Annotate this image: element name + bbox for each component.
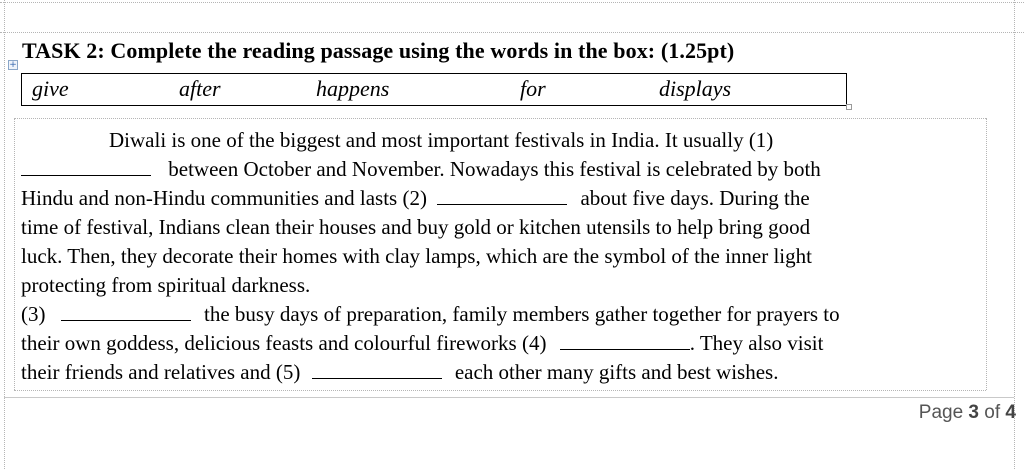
- word-give: give: [32, 76, 69, 101]
- passage-frame-top: [14, 118, 986, 119]
- task-title: TASK 2: Complete the reading passage using the words in the box: (1.25pt): [22, 38, 735, 63]
- passage-text: . They also visit: [689, 331, 824, 355]
- passage-frame-left: [14, 118, 15, 390]
- passage-line-4: [21, 213, 981, 242]
- passage-text: their own goddess, delicious feasts and colourful fireworks (4): [21, 331, 547, 355]
- answer-blank-2[interactable]: [437, 187, 567, 205]
- passage-frame-bottom: [14, 390, 986, 391]
- table-move-handle-icon[interactable]: +: [9, 60, 17, 70]
- passage-text: each other many gifts and best wishes.: [454, 360, 779, 384]
- passage-text: Diwali is one of the biggest and most important festivals in India. It usually (1): [109, 128, 774, 152]
- passage-text: time of festival, Indians clean their houses and buy gold or kitchen utensils to help bring good: [21, 215, 811, 239]
- passage-line-9: [21, 358, 981, 387]
- word-displays: displays: [659, 76, 732, 101]
- passage-line-6: [21, 271, 981, 300]
- page-label: Page: [918, 402, 964, 423]
- word-for: for: [520, 76, 546, 101]
- page-guide-header: [0, 32, 1024, 33]
- passage-line-8: [21, 329, 981, 358]
- passage-line-1: [21, 126, 981, 155]
- passage-text: protecting from spiritual darkness.: [21, 273, 311, 297]
- passage-text: about five days. During the: [580, 186, 810, 210]
- passage-frame-right: [986, 118, 987, 390]
- passage-text: Hindu and non-Hindu communities and lasts (2): [21, 186, 427, 210]
- total-page-number: 4: [1005, 402, 1016, 423]
- answer-blank-1[interactable]: [21, 158, 151, 176]
- passage-text: their friends and relatives and (5): [21, 360, 301, 384]
- word-happens: happens: [316, 76, 390, 101]
- passage-line-5: [21, 242, 981, 271]
- passage-text: luck. Then, they decorate their homes with clay lamps, which are the symbol of the inner light: [21, 244, 812, 268]
- passage-text: between October and November. Nowadays this festival is celebrated by both: [168, 157, 821, 181]
- reading-passage: [21, 126, 981, 387]
- page-guide-left: [4, 0, 5, 469]
- passage-text: (3): [21, 302, 46, 326]
- passage-text: the busy days of preparation, family members gather together for prayers to: [204, 302, 840, 326]
- table-resize-handle[interactable]: [846, 104, 852, 110]
- page-of-label: of: [984, 402, 1001, 423]
- page-guide-right: [1014, 0, 1015, 469]
- answer-blank-3[interactable]: [61, 303, 191, 321]
- page-body-bottom-line: [4, 397, 1014, 398]
- page-guide-top: [0, 2, 1024, 3]
- page-number-footer: [919, 402, 1016, 424]
- word-box: [21, 73, 847, 106]
- passage-line-7: [21, 300, 981, 329]
- answer-blank-4[interactable]: [560, 332, 690, 350]
- passage-line-3: [21, 184, 981, 213]
- word-after: after: [179, 76, 221, 101]
- answer-blank-5[interactable]: [312, 361, 442, 379]
- passage-line-2: [21, 155, 981, 184]
- current-page-number: 3: [968, 402, 979, 423]
